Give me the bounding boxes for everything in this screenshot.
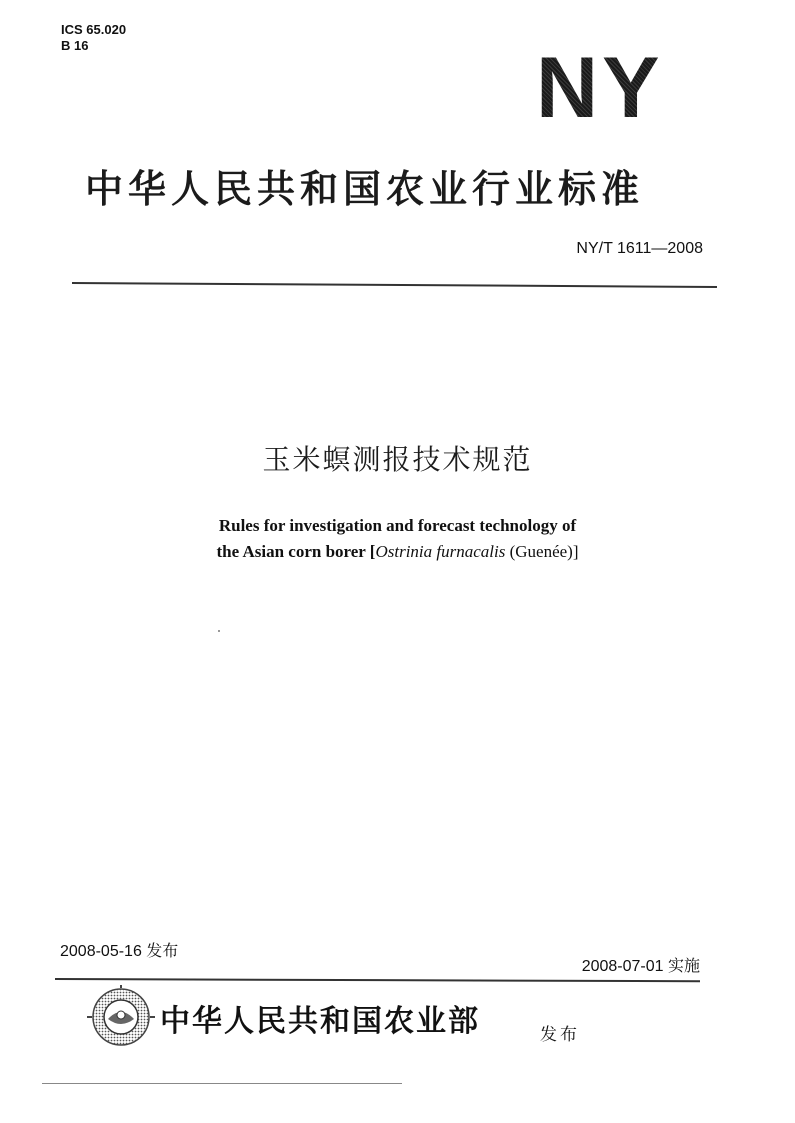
publish-label: 发布	[540, 1025, 580, 1045]
publisher-name: 中华人民共和国农业部	[160, 1004, 480, 1039]
species-author: (Guenée)]	[505, 542, 579, 561]
english-title-line-1: Rules for investigation and forecast technology of	[218, 516, 577, 535]
species-name: Ostrinia furnacalis	[375, 542, 506, 561]
english-title-line-2	[0, 539, 795, 565]
standard-number: NY/T 1611—2008	[576, 240, 703, 257]
header-divider	[72, 282, 717, 288]
footer-divider	[55, 978, 700, 982]
scan-edge-line	[42, 1083, 402, 1084]
implementation-date: 2008-07-01 实施	[581, 958, 700, 975]
ministry-emblem-icon	[86, 985, 156, 1049]
ny-logo: NY	[536, 40, 664, 136]
ccs-code: B 16	[61, 38, 89, 53]
document-title-chinese: 玉米螟测报技术规范	[262, 443, 533, 476]
issue-date: 2008-05-16 发布	[60, 943, 179, 960]
document-title-english	[0, 513, 795, 565]
classification-codes	[61, 22, 126, 54]
ics-code: ICS 65.020	[61, 22, 127, 37]
scan-speck	[218, 630, 220, 632]
standard-category: 中华人民共和国农业行业标准	[85, 167, 645, 211]
english-title-prefix: the Asian corn borer [	[216, 542, 376, 561]
